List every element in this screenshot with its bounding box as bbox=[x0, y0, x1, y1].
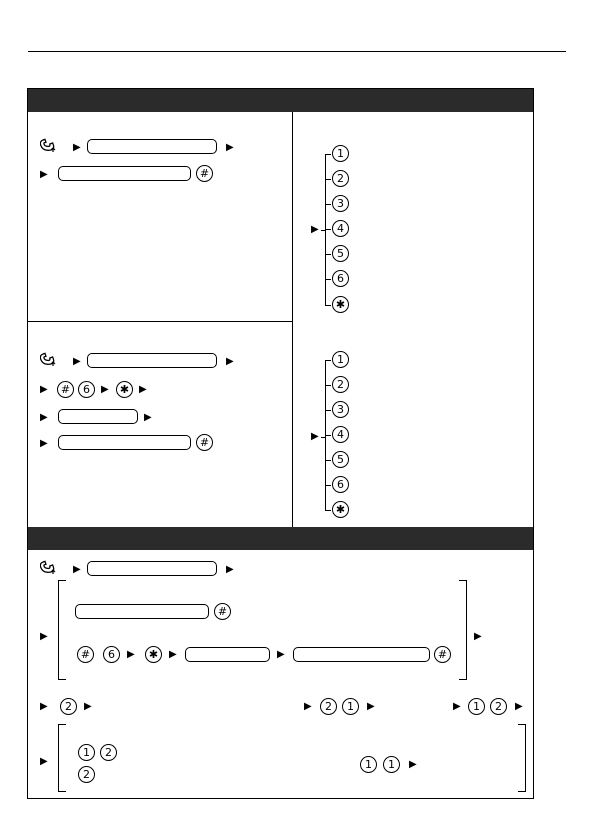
arrow: ▶ bbox=[453, 701, 461, 712]
input-field bbox=[185, 647, 270, 662]
hash-key: # bbox=[214, 603, 231, 620]
tree-branch bbox=[325, 204, 331, 205]
key-6: 6 bbox=[78, 381, 95, 398]
input-field bbox=[87, 139, 217, 154]
arrow: ▶ bbox=[73, 142, 81, 153]
key-2: 2 bbox=[490, 698, 507, 715]
arrow: ▶ bbox=[73, 356, 81, 367]
star-key: ✱ bbox=[332, 296, 349, 313]
handset-off-hook-icon bbox=[40, 352, 56, 366]
key-2: 2 bbox=[332, 170, 349, 187]
key-5: 5 bbox=[332, 451, 349, 468]
arrow: ▶ bbox=[169, 649, 177, 660]
key-1: 1 bbox=[342, 698, 359, 715]
arrow: ▶ bbox=[84, 701, 92, 712]
tree-stem bbox=[321, 437, 325, 438]
tree-branch bbox=[325, 179, 331, 180]
key-5: 5 bbox=[332, 245, 349, 262]
key-6: 6 bbox=[103, 646, 120, 663]
input-field bbox=[58, 435, 191, 450]
star-key: ✱ bbox=[116, 381, 133, 398]
key-1: 1 bbox=[332, 351, 349, 368]
arrow: ▶ bbox=[226, 564, 234, 575]
bracket-right bbox=[518, 724, 526, 792]
bracket-left bbox=[58, 580, 66, 680]
key-2: 2 bbox=[100, 744, 117, 761]
arrow: ▶ bbox=[474, 631, 482, 642]
arrow: ▶ bbox=[73, 564, 81, 575]
input-field bbox=[293, 647, 430, 662]
arrow: ▶ bbox=[515, 701, 523, 712]
arrow: ▶ bbox=[226, 142, 234, 153]
key-6: 6 bbox=[332, 476, 349, 493]
key-2: 2 bbox=[320, 698, 337, 715]
key-3: 3 bbox=[332, 195, 349, 212]
input-field bbox=[87, 561, 217, 576]
key-1: 1 bbox=[360, 756, 377, 773]
key-1: 1 bbox=[78, 744, 95, 761]
star-key: ✱ bbox=[145, 646, 162, 663]
tree-branch bbox=[325, 154, 331, 155]
arrow: ▶ bbox=[311, 224, 319, 235]
tree-branch bbox=[325, 435, 331, 436]
key-2: 2 bbox=[332, 376, 349, 393]
arrow: ▶ bbox=[40, 756, 48, 767]
key-3: 3 bbox=[332, 401, 349, 418]
tree-branch bbox=[325, 485, 331, 486]
arrow: ▶ bbox=[40, 631, 48, 642]
bracket-right bbox=[459, 580, 467, 680]
hash-key: # bbox=[196, 165, 213, 182]
handset-off-hook-icon bbox=[40, 560, 56, 574]
tree-branch bbox=[325, 229, 331, 230]
arrow: ▶ bbox=[139, 384, 147, 395]
hash-key: # bbox=[77, 646, 94, 663]
key-4: 4 bbox=[332, 220, 349, 237]
header-rule bbox=[28, 51, 566, 52]
tree-branch bbox=[325, 460, 331, 461]
handset-off-hook-icon bbox=[40, 138, 56, 152]
arrow: ▶ bbox=[409, 759, 417, 770]
tree-branch bbox=[325, 410, 331, 411]
section-header-bar-1 bbox=[28, 89, 533, 112]
arrow: ▶ bbox=[304, 701, 312, 712]
column-divider bbox=[292, 112, 293, 527]
key-2: 2 bbox=[78, 766, 95, 783]
hash-key: # bbox=[434, 646, 451, 663]
section-header-bar-2 bbox=[28, 527, 533, 550]
key-4: 4 bbox=[332, 426, 349, 443]
tree-branch bbox=[325, 279, 331, 280]
arrow: ▶ bbox=[40, 701, 48, 712]
arrow: ▶ bbox=[40, 412, 48, 423]
tree-branch bbox=[325, 510, 331, 511]
arrow: ▶ bbox=[127, 649, 135, 660]
tree-trunk bbox=[325, 154, 326, 306]
key-1: 1 bbox=[332, 145, 349, 162]
arrow: ▶ bbox=[367, 701, 375, 712]
arrow: ▶ bbox=[40, 438, 48, 449]
tree-stem bbox=[321, 230, 325, 231]
tree-branch bbox=[325, 254, 331, 255]
row-divider bbox=[28, 321, 292, 322]
arrow: ▶ bbox=[40, 384, 48, 395]
tree-branch bbox=[325, 360, 331, 361]
input-field bbox=[75, 604, 209, 619]
arrow: ▶ bbox=[226, 356, 234, 367]
key-1: 1 bbox=[383, 756, 400, 773]
input-field bbox=[58, 409, 138, 424]
input-field bbox=[87, 353, 217, 368]
star-key: ✱ bbox=[332, 501, 349, 518]
hash-key: # bbox=[196, 434, 213, 451]
arrow: ▶ bbox=[277, 649, 285, 660]
tree-branch bbox=[325, 305, 331, 306]
bracket-left bbox=[58, 724, 66, 792]
arrow: ▶ bbox=[144, 412, 152, 423]
input-field bbox=[58, 166, 191, 181]
arrow: ▶ bbox=[101, 384, 109, 395]
tree-branch bbox=[325, 385, 331, 386]
key-1: 1 bbox=[468, 698, 485, 715]
arrow: ▶ bbox=[40, 169, 48, 180]
arrow: ▶ bbox=[311, 431, 319, 442]
key-6: 6 bbox=[332, 270, 349, 287]
key-2: 2 bbox=[60, 698, 77, 715]
hash-key: # bbox=[57, 381, 74, 398]
